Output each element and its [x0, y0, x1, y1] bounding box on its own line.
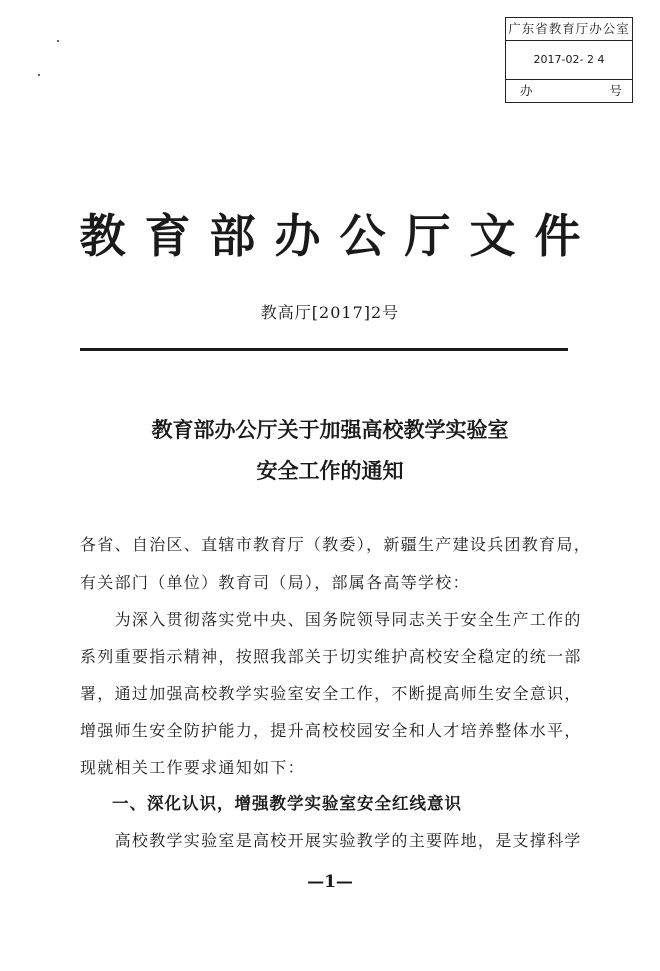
notice-title-line-2: 安全工作的通知	[256, 458, 404, 483]
body-line: 署，通过加强高校教学实验室安全工作，不断提高师生安全意识，	[80, 684, 582, 703]
scan-speck	[57, 40, 59, 42]
body-line: 系列重要指示精神，按照我部关于切实维护高校安全稳定的统一部	[80, 647, 582, 666]
section-heading: 一、深化认识，增强教学实验室安全红线意识	[112, 794, 462, 813]
stamp-number-label: 号	[609, 83, 622, 98]
body-line: 为深入贯彻落实党中央、国务院领导同志关于安全生产工作的	[80, 610, 582, 629]
stamp-date: 2017-02- 2 4	[506, 41, 632, 80]
stamp-title: 广东省教育厅办公室	[506, 18, 632, 41]
body-line: 各省、自治区、直辖市教育厅（教委），新疆生产建设兵团教育局，	[80, 535, 592, 554]
body-line: 现就相关工作要求通知如下：	[80, 758, 305, 777]
scan-speck	[38, 74, 40, 76]
header-divider	[80, 348, 568, 351]
notice-title-line-1: 教育部办公厅关于加强高校教学实验室	[151, 417, 509, 442]
body-line: 增强师生安全防护能力，提升高校校园安全和人才培养整体水平，	[80, 721, 582, 740]
stamp-office-label: 办	[520, 83, 533, 98]
stamp-office-row	[506, 80, 632, 102]
body-line: 高校教学实验室是高校开展实验教学的主要阵地，是支撑科学	[80, 831, 582, 850]
body-line: 有关部门（单位）教育司（局），部属各高等学校：	[80, 573, 470, 592]
document-header-title: 教育部办公厅文件	[79, 209, 600, 263]
page-number: —1—	[307, 872, 353, 892]
document-number: 教高厅[2017]2号	[260, 303, 400, 322]
receipt-stamp	[505, 17, 633, 103]
